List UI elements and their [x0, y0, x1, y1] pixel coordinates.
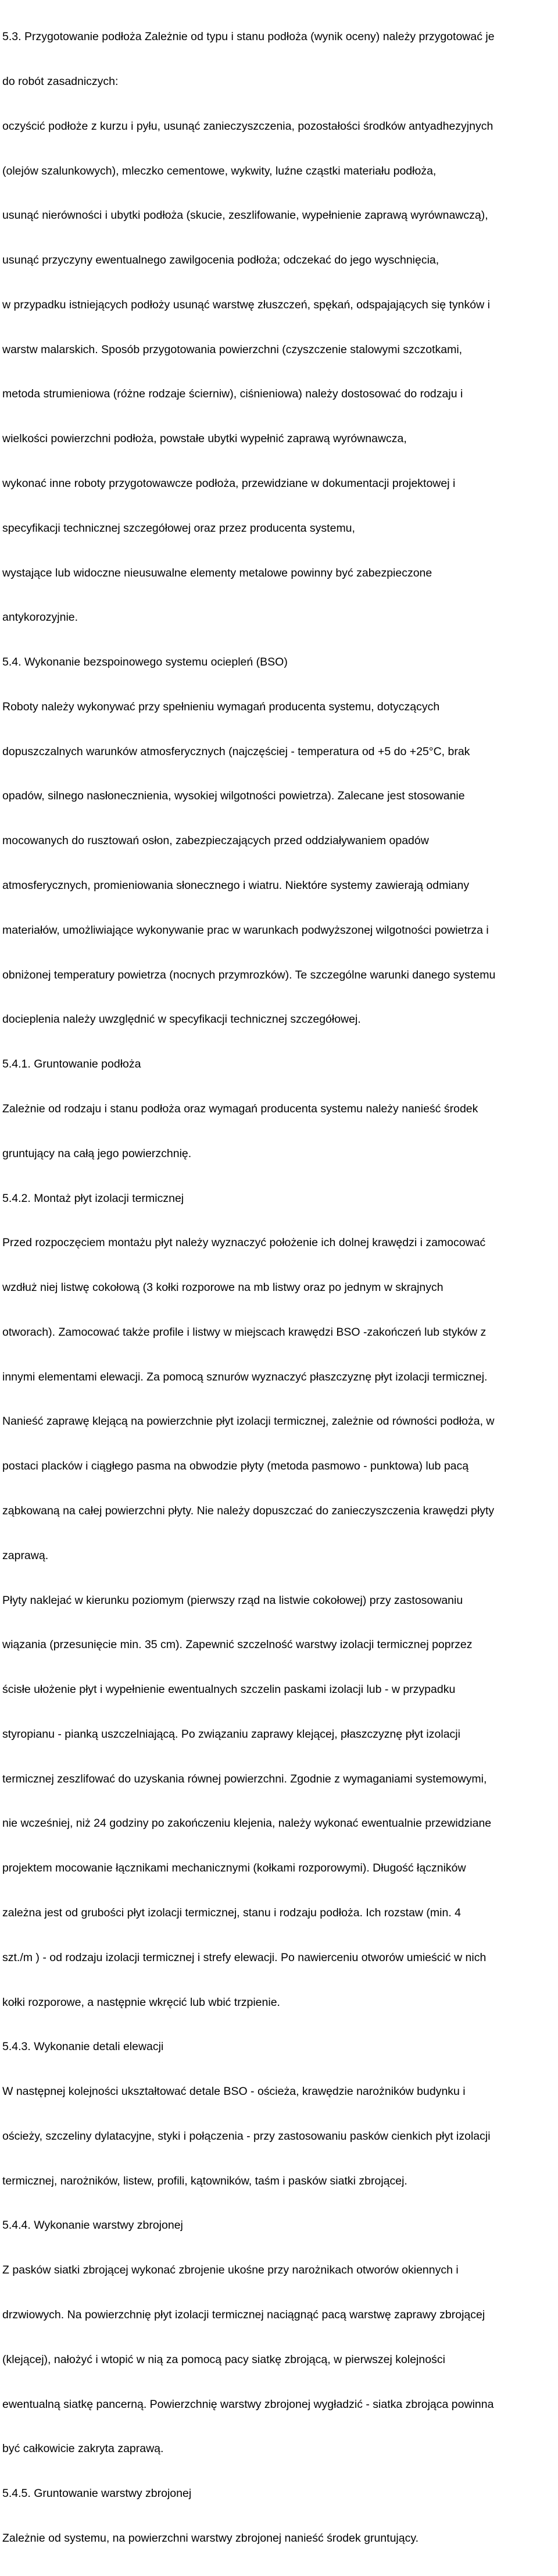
text-line: do robót zasadniczych:	[2, 74, 119, 88]
text-line: Płyty naklejać w kierunku poziomym (pierwszy rząd na listwie cokołowej) przy zastosowaniu	[2, 1593, 463, 1607]
heading-5-4-5: 5.4.5. Gruntowanie warstwy zbrojonej	[2, 2487, 192, 2500]
text-line: opadów, silnego nasłonecznienia, wysokiej wilgotności powietrza). Zalecane jest stosowanie	[2, 789, 465, 803]
text-line: innymi elementami elewacji. Za pomocą sznurów wyznaczyć płaszczyznę płyt izolacji termicznej.	[2, 1370, 488, 1383]
text-line: oczyścić podłoże z kurzu i pyłu, usunąć zanieczyszczenia, pozostałości środków antyadhezyjnych	[2, 119, 493, 133]
text-line: ząbkowaną na całej powierzchni płyty. Nie należy dopuszczać do zanieczyszczenia krawędzi płyty	[2, 1504, 495, 1517]
text-line: mocowanych do rusztowań osłon, zabezpieczających przed oddziaływaniem opadów	[2, 834, 429, 848]
text-line: warstw malarskich. Sposób przygotowania powierzchni (czyszczenie stalowymi szczotkami,	[2, 343, 463, 356]
heading-5-4-3: 5.4.3. Wykonanie detali elewacji	[2, 2040, 164, 2054]
text-line: zależna jest od grubości płyt izolacji termicznej, stanu i rodzaju podłoża. Ich rozstaw (min. 4	[2, 1906, 462, 1919]
text-line: nie wcześniej, niż 24 godziny po zakończeniu klejenia, należy wykonać ewentualnie przewidziane	[2, 1817, 492, 1830]
text-line: ościeży, szczeliny dylatacyjne, styki i połączenia - przy zastosowaniu pasków cienkich płyt izolacji	[2, 2129, 491, 2143]
text-line: wiązania (przesunięcie min. 35 cm). Zapewnić szczelność warstwy izolacji termicznej poprzez	[2, 1638, 473, 1652]
text-line: docieplenia należy uwzględnić w specyfikacji technicznej szczegółowej.	[2, 1013, 361, 1026]
heading-5-3: 5.3. Przygotowanie podłoża Zależnie od typu i stanu podłoża (wynik oceny) należy przygotować je	[2, 30, 495, 44]
text-line: Zależnie od rodzaju i stanu podłoża oraz wymagań producenta systemu należy nanieść środek	[2, 1102, 478, 1115]
text-line: być całkowicie zakryta zaprawą.	[2, 2442, 164, 2456]
text-line: wystające lub widoczne nieusuwalne elementy metalowe powinny być zabezpieczone	[2, 566, 432, 579]
text-line: wielkości powierzchni podłoża, powstałe ubytki wypełnić zaprawą wyrównawcza,	[2, 432, 407, 446]
text-line: Zależnie od systemu, na powierzchni warstwy zbrojonej nanieść środek gruntujący.	[2, 2531, 419, 2545]
text-line: wykonać inne roboty przygotowawcze podłoża, przewidziane w dokumentacji projektowej i	[2, 477, 456, 490]
text-line: obniżonej temperatury powietrza (nocnych przymrozków). Te szczególne warunki danego systemu	[2, 968, 496, 981]
text-line: termicznej, narożników, listew, profili, kątowników, taśm i pasków siatki zbrojącej.	[2, 2174, 407, 2187]
text-line: usunąć nierówności i ubytki podłoża (skucie, zeszlifowanie, wypełnienie zaprawą wyrównawczą),	[2, 209, 488, 222]
text-line: Z pasków siatki zbrojącej wykonać zbrojenie ukośne przy narożnikach otworów okiennych i	[2, 2264, 459, 2277]
text-line: wzdłuż niej listwę cokołową (3 kołki rozporowe na mb listwy oraz po jednym w skrajnych	[2, 1281, 443, 1294]
text-line: projektem mocowanie łącznikami mechanicznymi (kołkami rozporowymi). Długość łączników	[2, 1862, 466, 1875]
text-line: zaprawą.	[2, 1549, 49, 1562]
text-line: specyfikacji technicznej szczegółowej oraz przez producenta systemu,	[2, 521, 355, 535]
text-line: ścisłe ułożenie płyt i wypełnienie ewentualnych szczelin paskami izolacji lub - w przypadku	[2, 1683, 456, 1696]
text-line: szt./m ) - od rodzaju izolacji termicznej i strefy elewacji. Po nawierceniu otworów umieścić w nich	[2, 1951, 487, 1964]
text-line: metoda strumieniowa (różne rodzaje ścierniw), ciśnieniowa) należy dostosować do rodzaju i	[2, 387, 463, 401]
text-line: styropianu - pianką uszczelniającą. Po związaniu zaprawy klejącej, płaszczyznę płyt izolacji	[2, 1727, 460, 1741]
text-line: dopuszczalnych warunków atmosferycznych (najczęściej - temperatura od +5 do +25°C, brak	[2, 745, 470, 758]
text-line: Roboty należy wykonywać przy spełnieniu wymagań producenta systemu, dotyczących	[2, 700, 440, 713]
text-line: atmosferycznych, promieniowania słonecznego i wiatru. Niektóre systemy zawierają odmiany	[2, 879, 470, 892]
heading-5-4-1: 5.4.1. Gruntowanie podłoża	[2, 1058, 141, 1071]
document-body	[2, 0, 556, 2576]
text-line: (olejów szalunkowych), mleczko cementowe, wykwity, luźne cząstki materiału podłoża,	[2, 164, 437, 177]
text-line: Nanieść zaprawę klejącą na powierzchnie płyt izolacji termicznej, zależnie od równości podłoża, w	[2, 1415, 495, 1428]
text-line: W następnej kolejności ukształtować detale BSO - ościeża, krawędzie narożników budynku i	[2, 2085, 466, 2098]
text-line: kołki rozporowe, a następnie wkręcić lub wbić trzpienie.	[2, 1995, 280, 2009]
text-line: otworach). Zamocować także profile i listwy w miejscach krawędzi BSO -zakończeń lub styków z	[2, 1325, 487, 1339]
text-line: materiałów, umożliwiające wykonywanie prac w warunkach podwyższonej wilgotności powietrza i	[2, 923, 489, 937]
text-line: ewentualną siatkę pancerną. Powierzchnię warstwy zbrojonej wygładzić - siatka zbrojąca powinna	[2, 2397, 494, 2411]
text-line: Przed rozpoczęciem montażu płyt należy wyznaczyć położenie ich dolnej krawędzi i zamocować	[2, 1236, 486, 1250]
text-line: w przypadku istniejących podłoży usunąć warstwę złuszczeń, spękań, odspajających się tynków i	[2, 298, 490, 311]
text-line: postaci placków i ciągłego pasma na obwodzie płyty (metoda pasmowo - punktowa) lub pacą	[2, 1460, 469, 1473]
text-line: (klejącej), nałożyć i wtopić w nią za pomocą pacy siatkę zbrojącą, w pierwszej kolejności	[2, 2353, 445, 2366]
text-line: antykorozyjnie.	[2, 611, 78, 624]
text-line: termicznej zeszlifować do uzyskania równej powierzchni. Zgodnie z wymaganiami systemowymi,	[2, 1772, 487, 1785]
heading-5-4-4: 5.4.4. Wykonanie warstwy zbrojonej	[2, 2219, 183, 2232]
text-line: drzwiowych. Na powierzchnię płyt izolacji termicznej naciągnąć pacą warstwę zaprawy zbrojącej	[2, 2308, 485, 2322]
text-line: gruntujący na całą jego powierzchnię.	[2, 1147, 192, 1160]
text-line: usunąć przyczyny ewentualnego zawilgocenia podłoża; odczekać do jego wyschnięcia,	[2, 254, 439, 267]
heading-5-4-2: 5.4.2. Montaż płyt izolacji termicznej	[2, 1191, 184, 1205]
heading-5-4: 5.4. Wykonanie bezspoinowego systemu ociepleń (BSO)	[2, 656, 288, 669]
